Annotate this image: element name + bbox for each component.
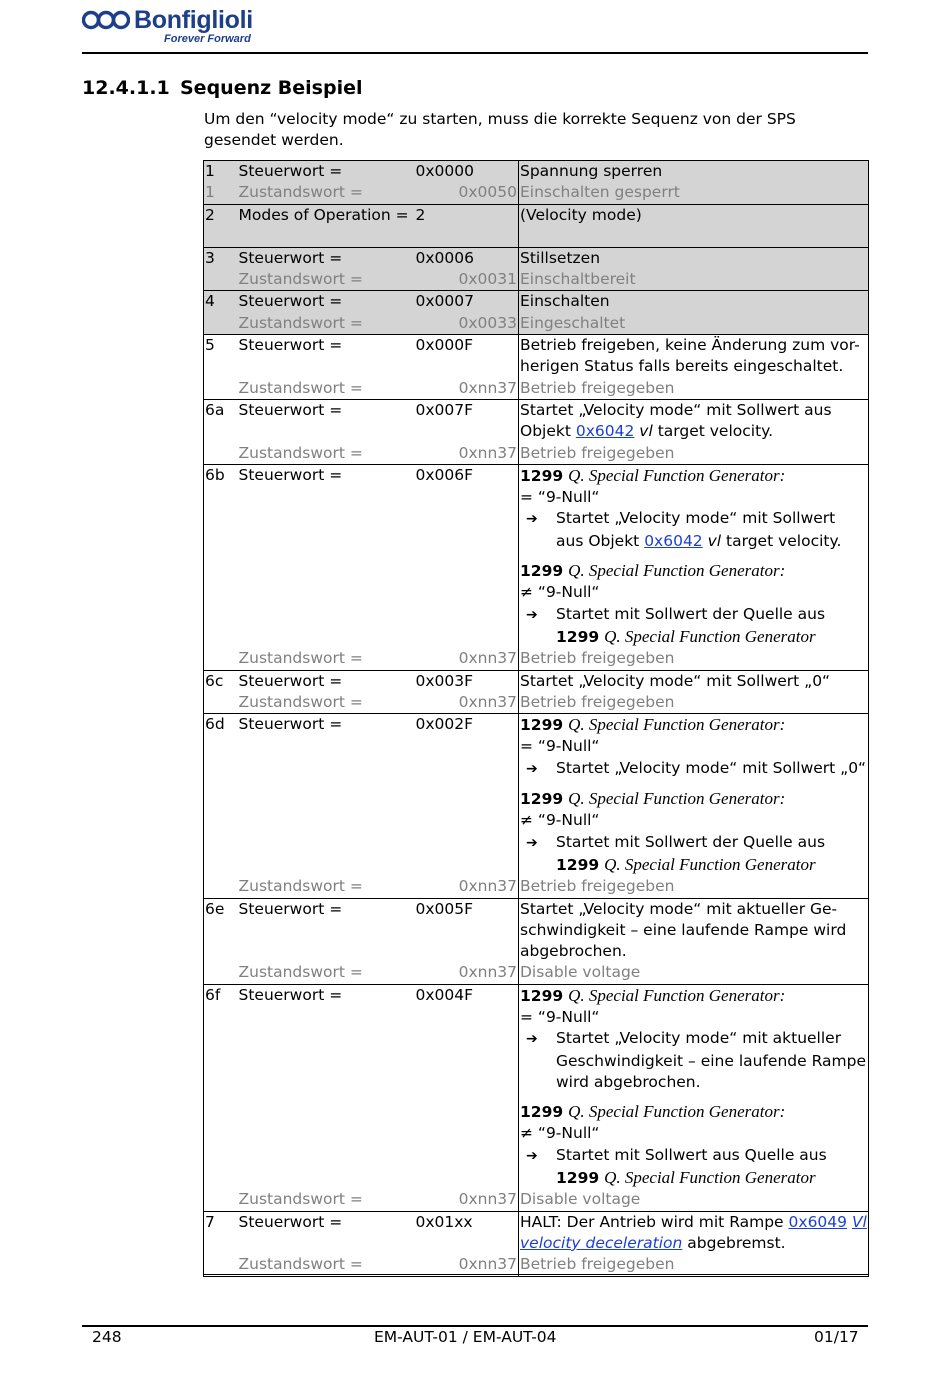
word-label-cell: Zustandswort = [238, 443, 363, 462]
word-value-cell: 0x003F [415, 670, 519, 692]
parameter-number: 1299 [556, 1169, 600, 1188]
description-cell [519, 984, 869, 1189]
description-cell: Einschaltbereit [519, 269, 869, 291]
description-cell: Betrieb freigegeben [519, 648, 869, 670]
arrow-right-icon: ➔ [526, 1147, 538, 1164]
step-6c [204, 670, 869, 714]
word-label-cell: Zustandswort = [238, 877, 363, 896]
word-value-cell: 0xnn37 [415, 1254, 519, 1276]
description-cell: Spannung sperren [519, 161, 869, 183]
step-number-cell: 6c [204, 670, 238, 692]
description-cell [519, 464, 869, 648]
word-value-cell: 0x0007 [415, 291, 519, 313]
parameter-name: Q. Special Function Generator [568, 561, 780, 581]
parameter-name: Q. Special Function Generator [604, 854, 816, 874]
description-text [520, 832, 867, 877]
parameter-name: : [779, 985, 786, 1005]
description-text: vl [639, 422, 653, 441]
brand-name: Bonfiglioli [134, 6, 253, 34]
description-cell: Einschalten gesperrt [519, 182, 869, 204]
word-label-cell: Steuerwort = [238, 670, 415, 692]
step-number-cell: 5 [204, 335, 238, 378]
word-value-cell: 0xnn37 [415, 692, 519, 714]
arrow-right-icon: ➔ [526, 760, 538, 777]
word-value-cell: 0xnn37 [415, 962, 519, 984]
description-text: ≠ “9-Null“ [520, 1124, 600, 1143]
word-label-cell: Steuerwort = [238, 714, 415, 877]
step-number-cell: 2 [204, 204, 238, 226]
step-1 [204, 161, 869, 205]
description-text [520, 552, 867, 560]
word-value-cell [415, 226, 519, 248]
section-heading [82, 77, 363, 99]
description-text: Startet mit Sollwert der Quelle aus [556, 832, 826, 851]
word-value-cell: 2 [415, 204, 519, 226]
bonfiglioli-logo-mark-icon [82, 9, 130, 31]
description-text: target velocity. [721, 531, 842, 550]
page-number: 248 [92, 1328, 122, 1346]
description-text [520, 1028, 867, 1093]
step-2 [204, 204, 869, 247]
step-number-cell: 1 [204, 161, 238, 183]
word-label-cell: Steuerwort = [238, 399, 415, 442]
description-text: Startet „Velocity mode“ mit aktueller Geschwindigkeit – eine laufende Rampe wird abgebrochen. [556, 1029, 866, 1091]
document-id: EM-AUT-01 / EM-AUT-04 [374, 1328, 557, 1346]
description-cell: Startet „Velocity mode“ mit Sollwert „0“ [519, 670, 869, 692]
parameter-number: 1299 [520, 716, 564, 735]
arrow-right-icon: ➔ [526, 1031, 538, 1048]
description-cell: Startet „Velocity mode“ mit aktueller Ge-schwindigkeit – eine laufende Rampe wird abgebrochen. [519, 898, 869, 962]
step-number-cell [204, 1189, 238, 1211]
description-text [520, 1101, 867, 1123]
step-number-cell [204, 269, 238, 291]
object-link-0x6042[interactable]: 0x6042 [575, 422, 635, 441]
word-label-cell: Steuerwort = [238, 247, 415, 269]
step-5 [204, 335, 869, 400]
description-text: = “9-Null“ [520, 737, 600, 756]
step-number-cell: 6f [204, 984, 238, 1189]
brand-tagline: Forever Forward [164, 33, 251, 45]
description-text: Startet „Velocity mode“ mit Sollwert „0“ [556, 758, 867, 777]
footer-rule [82, 1325, 868, 1327]
parameter-number: 1299 [556, 855, 600, 874]
description-cell [519, 714, 869, 877]
word-value-cell: 0x005F [415, 898, 519, 962]
word-value-cell: 0x0033 [415, 313, 519, 335]
word-label-cell: Steuerwort = [238, 464, 415, 648]
description-cell: (Velocity mode) [519, 204, 869, 226]
content-end-rule [203, 1274, 869, 1275]
step-number-cell [204, 226, 238, 248]
parameter-number: 1299 [520, 986, 564, 1005]
document-date: 01/17 [814, 1328, 859, 1346]
step-number-cell [204, 378, 238, 400]
word-label-cell: Zustandswort = [238, 963, 363, 982]
description-text: Startet „Velocity mode“ mit Sollwert aus Objekt [556, 509, 836, 550]
parameter-name: Q. Special Function Generator [568, 1102, 780, 1122]
parameter-number: 1299 [556, 627, 600, 646]
word-value-cell: 0x000F [415, 335, 519, 378]
word-label-cell: Zustandswort = [238, 313, 415, 335]
word-value-cell: 0xnn37 [415, 378, 519, 400]
parameter-name: : [779, 561, 786, 581]
arrow-right-icon: ➔ [526, 606, 538, 623]
section-title: Sequenz Beispiel [180, 77, 363, 99]
velocity-deceleration-link[interactable]: Vl velocity deceleration [520, 1212, 867, 1252]
word-label-cell: Modes of Operation = [238, 204, 415, 226]
step-number-cell: 3 [204, 247, 238, 269]
description-cell [519, 1211, 869, 1254]
step-number-cell: 6a [204, 399, 238, 442]
intro-paragraph: Um den “velocity mode“ zu starten, muss die korrekte Sequenz von der SPS gesendet werden. [204, 110, 796, 149]
parameter-name: Q. Special Function Generator [568, 985, 780, 1005]
word-label-cell: Steuerwort = [238, 1211, 415, 1254]
word-label-cell [238, 226, 415, 248]
word-label-cell: Steuerwort = [238, 291, 415, 313]
parameter-name: Q. Special Function Generator [568, 715, 780, 735]
step-number-cell [204, 648, 238, 670]
parameter-name: : [779, 715, 786, 735]
word-label-cell: Zustandswort = [238, 1190, 363, 1209]
description-cell: Disable voltage [519, 1189, 869, 1211]
word-label-cell: Zustandswort = [238, 182, 415, 204]
step-6e [204, 898, 869, 984]
step-number-cell [204, 313, 238, 335]
step-6a [204, 399, 869, 464]
description-text: Startet mit Sollwert aus Quelle aus [556, 1145, 827, 1164]
word-label-cell: Zustandswort = [238, 1254, 415, 1276]
word-value-cell: 0x006F [415, 464, 519, 648]
description-text [520, 1145, 867, 1190]
description-text: = “9-Null“ [520, 488, 600, 507]
parameter-name: Q. Special Function Generator [604, 626, 816, 646]
word-label-cell: Zustandswort = [238, 378, 363, 397]
step-4 [204, 291, 869, 335]
description-cell: Betrieb freigegeben [519, 443, 869, 465]
description-text [520, 788, 867, 810]
word-label-cell: Steuerwort = [238, 335, 415, 378]
description-cell: Stillsetzen [519, 247, 869, 269]
sequence-table [203, 160, 869, 1277]
parameter-name: Q. Special Function Generator [604, 1168, 816, 1188]
word-value-cell: 0xnn37 [415, 1189, 519, 1211]
description-text [520, 508, 867, 552]
parameter-name: : [779, 1102, 786, 1122]
description-text: abgebremst. [682, 1233, 786, 1252]
description-text [520, 604, 867, 649]
description-cell: Betrieb freigeben, keine Änderung zum vor-herigen Status falls bereits eingeschaltet. [519, 335, 869, 378]
description-text [520, 465, 867, 487]
description-text: HALT: Der Antrieb wird mit Rampe [520, 1212, 789, 1231]
arrow-right-icon: ➔ [526, 511, 538, 528]
step-6b [204, 464, 869, 670]
header-rule [82, 52, 868, 54]
description-text: target velocity. [652, 422, 774, 441]
description-text: vl [707, 531, 722, 550]
step-number-cell: 6e [204, 898, 238, 962]
description-text [520, 985, 867, 1007]
description-text: = “9-Null“ [520, 1007, 600, 1026]
word-value-cell: 0xnn37 [415, 876, 519, 898]
description-text: Startet „Velocity mode“ mit Sollwert aus Objekt [520, 400, 832, 441]
word-value-cell: 0xnn37 [415, 648, 519, 670]
description-text [520, 758, 867, 780]
step-3 [204, 247, 869, 291]
description-cell: Betrieb freigegeben [519, 1254, 869, 1276]
step-number-cell: 7 [204, 1211, 238, 1254]
step-number-cell: 6b [204, 464, 238, 648]
description-cell [519, 226, 869, 248]
word-label-cell: Steuerwort = [238, 984, 415, 1189]
description-text: Startet mit Sollwert der Quelle aus [556, 604, 826, 623]
word-label-cell: Steuerwort = [238, 161, 415, 183]
description-cell: Eingeschaltet [519, 313, 869, 335]
parameter-number: 1299 [520, 1103, 564, 1122]
section-number: 12.4.1.1 [82, 77, 170, 99]
parameter-name: : [779, 789, 786, 809]
step-number-cell [204, 443, 238, 465]
word-value-cell: 0x004F [415, 984, 519, 1189]
step-number-cell: 4 [204, 291, 238, 313]
description-cell: Einschalten [519, 291, 869, 313]
word-value-cell: 0x0050 [415, 182, 519, 204]
description-cell: Betrieb freigegeben [519, 378, 869, 400]
word-value-cell: 0x002F [415, 714, 519, 877]
description-cell: Disable voltage [519, 962, 869, 984]
parameter-number: 1299 [520, 790, 564, 809]
step-number-cell: 6d [204, 714, 238, 877]
word-value-cell: 0x0000 [415, 161, 519, 183]
step-number-cell [204, 962, 238, 984]
word-label-cell: Zustandswort = [238, 649, 363, 668]
description-text [520, 780, 867, 788]
parameter-number: 1299 [520, 466, 564, 485]
description-cell: Betrieb freigegeben [519, 876, 869, 898]
step-number-cell [204, 1254, 238, 1276]
step-number-cell [204, 692, 238, 714]
object-link-0x6049[interactable]: 0x6049 [788, 1212, 848, 1231]
word-value-cell: 0xnn37 [415, 443, 519, 465]
description-cell: Betrieb freigegeben [519, 692, 869, 714]
word-value-cell: 0x01xx [415, 1211, 519, 1254]
description-cell [519, 399, 869, 442]
step-6d [204, 714, 869, 898]
word-value-cell: 0x0031 [415, 269, 519, 291]
parameter-number: 1299 [520, 562, 564, 581]
step-number-cell: 1 [204, 182, 238, 204]
word-label-cell: Zustandswort = [238, 692, 363, 711]
parameter-name: Q. Special Function Generator [568, 465, 780, 485]
bonfiglioli-logo [82, 6, 282, 46]
parameter-name: : [779, 465, 786, 485]
parameter-name: Q. Special Function Generator [568, 789, 780, 809]
description-text [520, 560, 867, 582]
word-value-cell: 0x007F [415, 399, 519, 442]
word-value-cell: 0x0006 [415, 247, 519, 269]
step-7 [204, 1211, 869, 1276]
description-text [520, 1093, 867, 1101]
description-text: ≠ “9-Null“ [520, 811, 600, 830]
arrow-right-icon: ➔ [526, 834, 538, 851]
word-label-cell: Steuerwort = [238, 898, 415, 962]
word-label-cell: Zustandswort = [238, 269, 415, 291]
object-link-0x6042[interactable]: 0x6042 [644, 531, 703, 550]
step-number-cell [204, 876, 238, 898]
description-text [520, 714, 867, 736]
step-6f [204, 984, 869, 1211]
description-text: ≠ “9-Null“ [520, 583, 600, 602]
